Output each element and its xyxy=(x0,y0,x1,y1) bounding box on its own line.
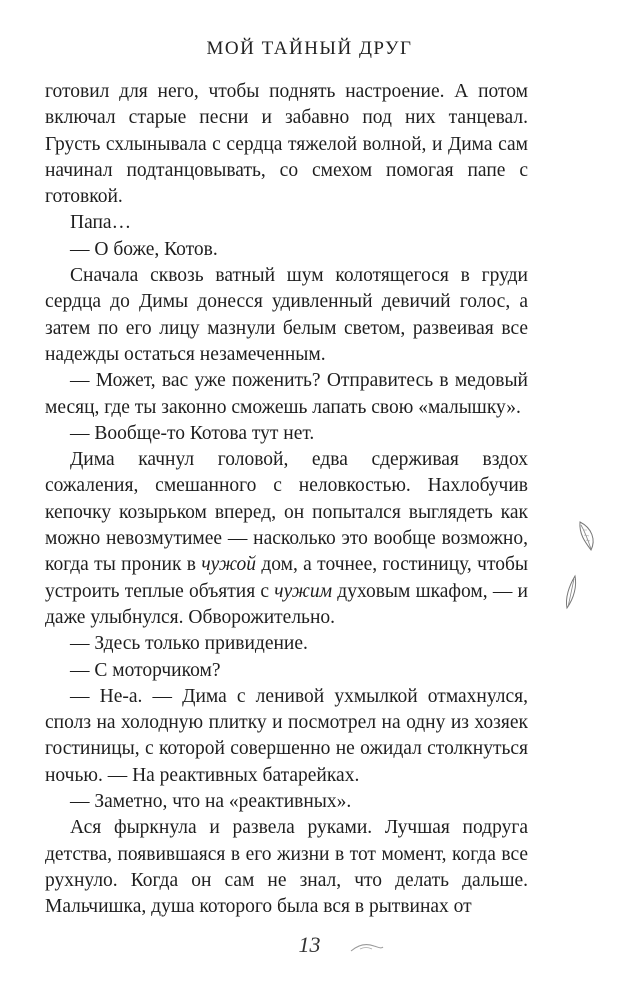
text-run: готовил для него, чтобы поднять настроение. А потом включал старые песни и забавно под них танцевал. Грусть схлынывала с сердца тяжелой волной, и Дима сам начинал подтанцовывать, со смехом помогая папе с готовкой. xyxy=(45,81,528,208)
body-text xyxy=(45,79,528,921)
text-run: — Может, вас уже поженить? Отправитесь в медовый месяц, где ты законно сможешь лапать свою «малышку». xyxy=(45,370,528,418)
italic-text: чужим xyxy=(274,580,333,602)
paragraph xyxy=(45,447,528,631)
text-run: Дима качнул головой, едва сдерживая вздох сожаления, смешанного с неловкостью. Нахлобучив кепочку козырьком вперед, он попытался выглядеть как можно невозмутимее — насколько это вообще возможно, когда ты проник в xyxy=(45,449,528,576)
ornament-swash-icon xyxy=(350,940,384,959)
text-run: Ася фыркнула и развела руками. Лучшая подруга детства, появившаяся в его жизни в тот момент, когда все рухнуло. Когда он сам не знал, что делать дальше. Мальчишка, душа которого была вся в рытвинах от xyxy=(45,817,528,918)
text-run: — О боже, Котов. xyxy=(70,238,218,260)
paragraph xyxy=(45,263,528,368)
text-run: — Не-а. — Дима с ленивой ухмылкой отмахнулся, сполз на холодную плитку и посмотрел на одну из хозяек гостиницы, с которой совершенно не ожидал столкнуться ночью. — На реактивных батарейках. xyxy=(45,685,528,786)
italic-text: чужой xyxy=(201,554,256,576)
text-run: — Заметно, что на «реактивных». xyxy=(70,791,352,813)
paragraph xyxy=(45,684,528,789)
text-run: — С моторчиком? xyxy=(70,659,221,681)
paragraph xyxy=(45,210,528,236)
paragraph xyxy=(45,237,528,263)
leaf-icon xyxy=(562,574,580,614)
paragraph xyxy=(45,658,528,684)
paragraph xyxy=(45,421,528,447)
paragraph xyxy=(45,79,528,210)
text-run: Папа… xyxy=(70,212,132,234)
text-run: дом, а точнее, гостиницу, чтобы устроить теплые объятия с xyxy=(45,554,528,602)
paragraph xyxy=(45,631,528,657)
text-run: духовым шкафом, — и даже улыбнулся. Обворожительно. xyxy=(45,580,528,628)
text-run: — Здесь только привидение. xyxy=(70,633,308,655)
page-number: 13 xyxy=(298,932,321,957)
text-run: — Вообще-то Котова тут нет. xyxy=(70,422,315,444)
leaf-icon xyxy=(576,520,598,556)
paragraph xyxy=(45,815,528,920)
text-run: Сначала сквозь ватный шум колотящегося в груди сердца до Димы донесся удивленный девичий голос, а затем по его лицу мазнули белым светом, развеивая все надежды остаться незамеченным. xyxy=(45,265,528,365)
paragraph xyxy=(45,368,528,421)
running-header: МОЙ ТАЙНЫЙ ДРУГ xyxy=(206,38,413,59)
paragraph xyxy=(45,789,528,815)
